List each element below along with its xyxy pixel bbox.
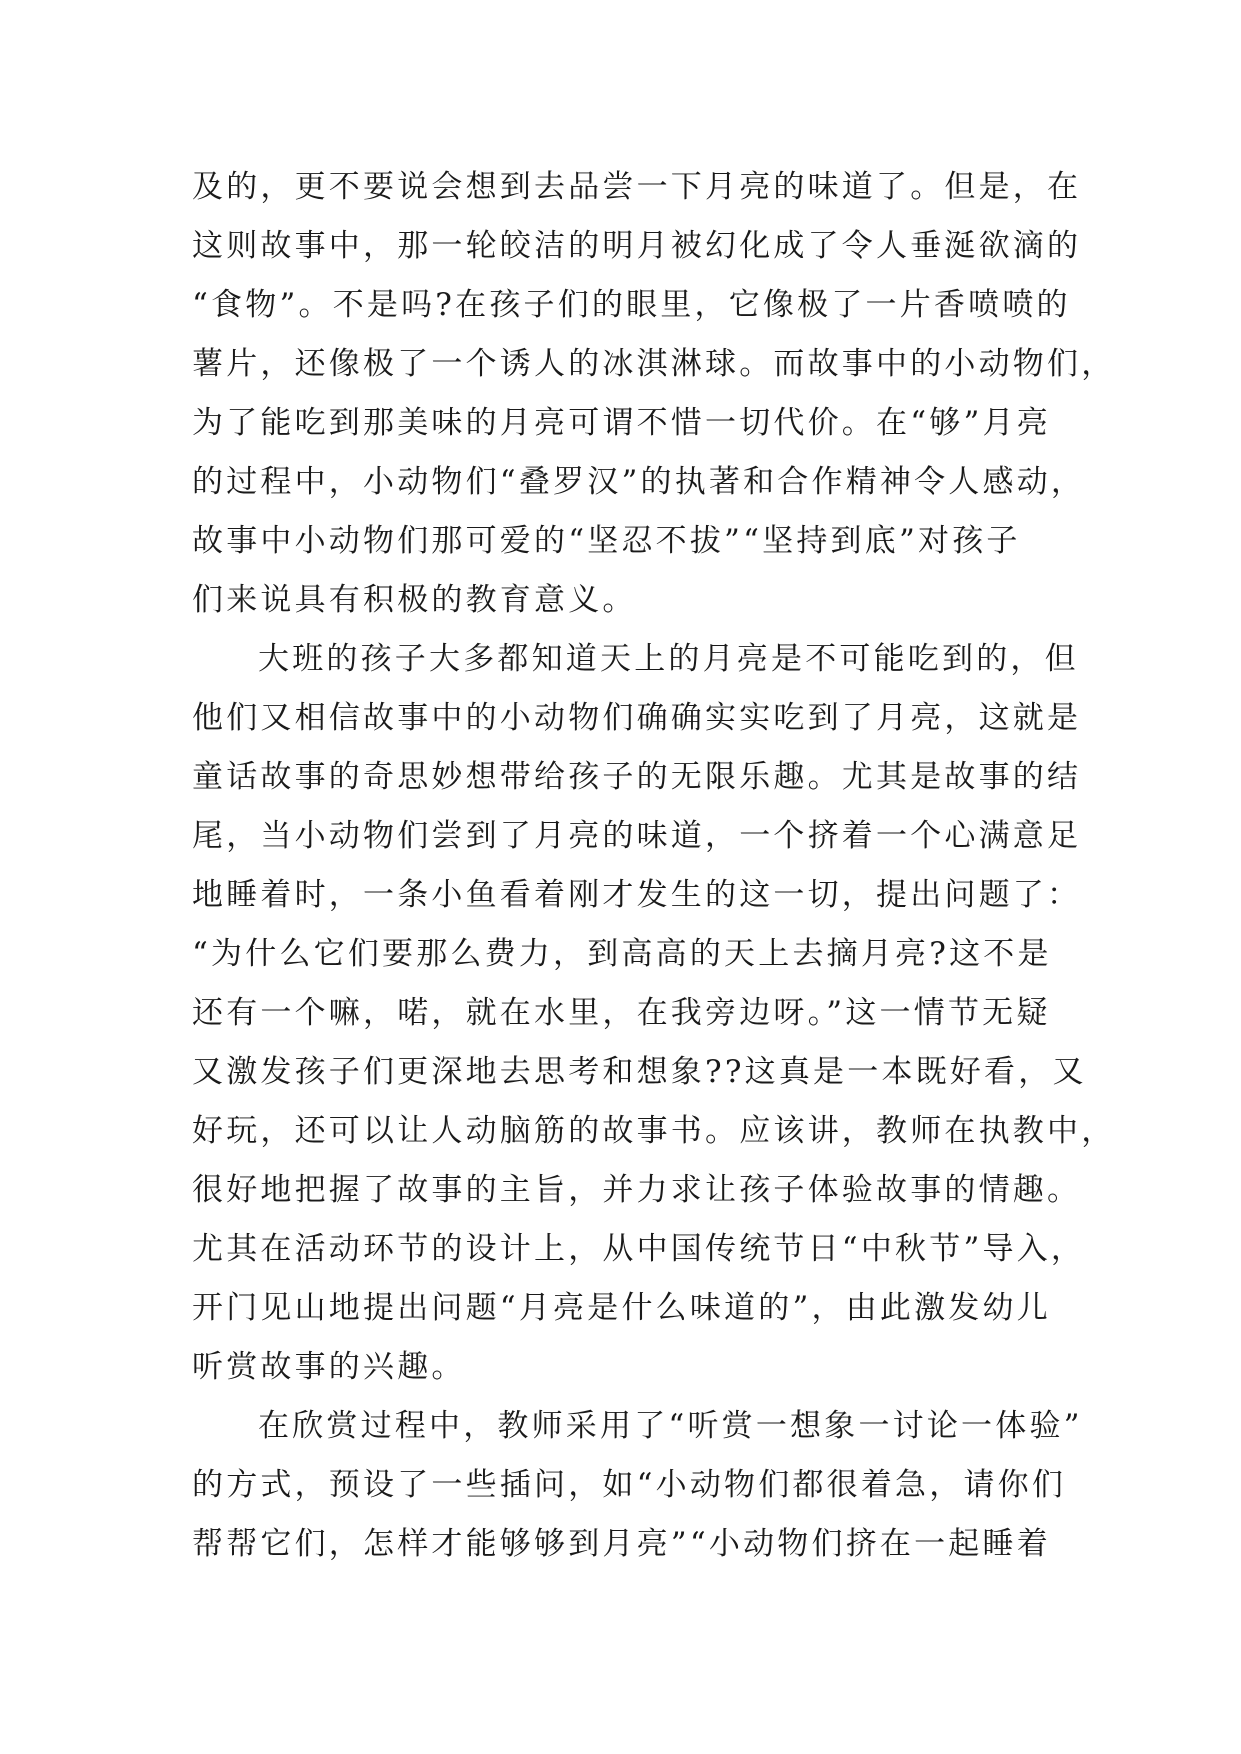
text-line: “为什么它们要那么费力，到高高的天上去摘月亮?这不是 [192, 936, 1052, 972]
text-line: 及的，更不要说会想到去品尝一下月亮的味道了。但是，在 [192, 169, 1082, 205]
paragraph-1 [192, 158, 1116, 630]
text-line: 薯片，还像极了一个诱人的冰淇淋球。而故事中的小动物们， [192, 346, 1116, 382]
text-line: “食物”。不是吗?在孩子们的眼里，它像极了一片香喷喷的 [192, 287, 1071, 323]
text-line: 还有一个嘛，喏，就在水里，在我旁边呀。”这一情节无疑 [192, 995, 1051, 1031]
text-line: 很好地把握了故事的主旨，并力求让孩子体验故事的情趣。 [192, 1172, 1082, 1208]
text-line: 们来说具有积极的教育意义。 [192, 582, 637, 618]
text-line: 这则故事中，那一轮皎洁的明月被幻化成了令人垂涎欲滴的 [192, 228, 1082, 264]
text-line: 的方式，预设了一些插问，如“小动物们都很着急，请你们 [192, 1467, 1067, 1503]
text-line: 他们又相信故事中的小动物们确确实实吃到了月亮，这就是 [192, 700, 1082, 736]
text-line: 帮帮它们，怎样才能够够到月亮”“小动物们挤在一起睡着 [192, 1526, 1051, 1562]
text-line: 童话故事的奇思妙想带给孩子的无限乐趣。尤其是故事的结 [192, 759, 1082, 795]
text-line: 听赏故事的兴趣。 [192, 1349, 466, 1385]
paragraph-2 [192, 630, 1116, 1397]
paragraph-3 [192, 1397, 1083, 1574]
text-line: 大班的孩子大多都知道天上的月亮是不可能吃到的，但 [258, 641, 1079, 677]
text-line: 的过程中，小动物们“叠罗汉”的执著和合作精神令人感动， [192, 464, 1086, 500]
text-line: 地睡着时，一条小鱼看着刚才发生的这一切，提出问题了： [192, 877, 1082, 913]
text-line: 开门见山地提出问题“月亮是什么味道的”，由此激发幼儿 [192, 1290, 1051, 1326]
document-body [192, 158, 1116, 1574]
text-line: 在欣赏过程中，教师采用了“听赏一想象一讨论一体验” [258, 1408, 1083, 1444]
text-line: 尤其在活动环节的设计上，从中国传统节日“中秋节”导入， [192, 1231, 1086, 1267]
text-line: 又激发孩子们更深地去思考和想象??这真是一本既好看，又 [192, 1054, 1087, 1090]
text-line: 尾，当小动物们尝到了月亮的味道，一个挤着一个心满意足 [192, 818, 1082, 854]
text-line: 好玩，还可以让人动脑筋的故事书。应该讲，教师在执教中， [192, 1113, 1116, 1149]
text-line: 为了能吃到那美味的月亮可谓不惜一切代价。在“够”月亮 [192, 405, 1051, 441]
text-line: 故事中小动物们那可爱的“坚忍不拔”“坚持到底”对孩子 [192, 523, 1021, 559]
